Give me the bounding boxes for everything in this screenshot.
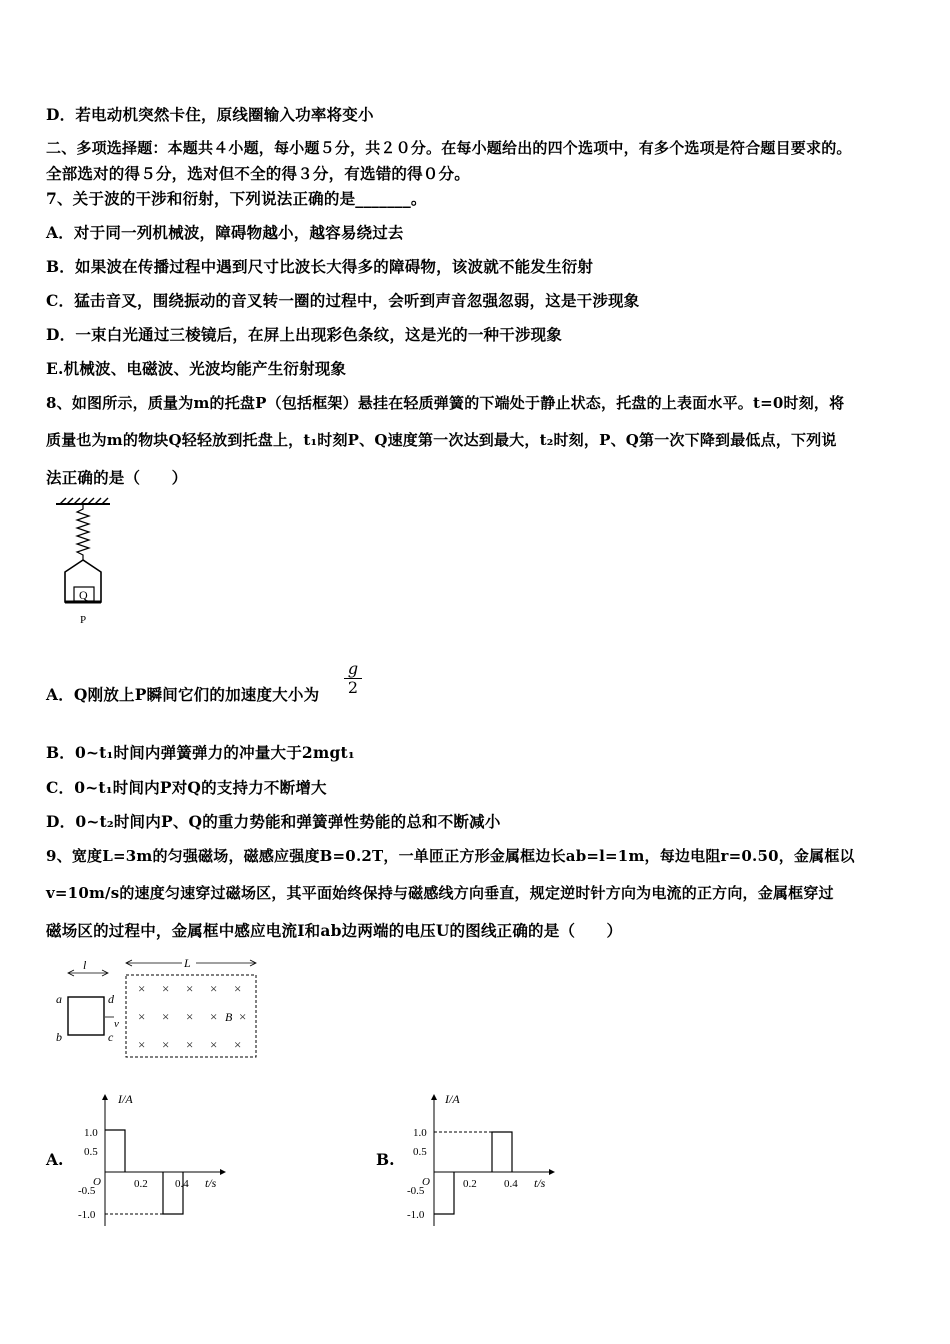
svg-text:×: × xyxy=(162,1009,170,1024)
width-L-label: L xyxy=(184,956,191,970)
graph-b-xtick-1: 0.2 xyxy=(463,1178,477,1190)
corner-d-label: d xyxy=(108,992,114,1006)
question-8-option-a: A．Q刚放上P瞬间它们的加速度大小为 xyxy=(46,685,320,704)
question-7-option-d: D．一束白光通过三棱镜后，在屏上出现彩色条纹，这是光的一种干涉现象 xyxy=(46,325,563,344)
graph-b-xlabel: t/s xyxy=(534,1176,546,1190)
question-8-stem-line3: 法正确的是（ ） xyxy=(46,468,188,487)
graph-a-ytick-4: -1.0 xyxy=(78,1209,96,1221)
tray-p-label: P xyxy=(80,614,87,626)
graph-a-origin: O xyxy=(93,1176,101,1188)
graph-a-ytick-3: -0.5 xyxy=(78,1185,96,1197)
graph-b-ytick-3: -0.5 xyxy=(407,1185,425,1197)
graph-a-ytick-1: 1.0 xyxy=(84,1127,98,1139)
question-9-stem-line2: v=10m/s的速度匀速穿过磁场区，其平面始终保持与磁感线方向垂直，规定逆时针方向为电流的正方向，金属框穿过 xyxy=(46,884,834,902)
graph-b-ylabel: I/A xyxy=(445,1092,460,1106)
fraction-numerator: g xyxy=(344,660,362,679)
graph-a-xlabel: t/s xyxy=(205,1176,217,1190)
graph-a-xtick-2: 0.4 xyxy=(175,1178,189,1190)
graph-b-origin: O xyxy=(422,1176,430,1188)
graph-b-xtick-2: 0.4 xyxy=(504,1178,518,1190)
graph-option-b xyxy=(403,1090,563,1230)
side-l-label: l xyxy=(83,958,87,972)
question-9-stem-line3: 磁场区的过程中，金属框中感应电流I和ab边两端的电压U的图线正确的是（ ） xyxy=(46,921,623,940)
question-9-stem-line1: 9、宽度L=3m的匀强磁场，磁感应强度B=0.2T，一单匝正方形金属框边长ab=l=1m，每边电阻r=0.50，金属框以 xyxy=(46,847,855,865)
svg-text:×: × xyxy=(162,1037,170,1052)
svg-text:×: × xyxy=(138,1009,146,1024)
question-8-option-d: D．0~t₂时间内P、Q的重力势能和弹簧弹性势能的总和不断减小 xyxy=(46,812,501,831)
spring-tray-figure xyxy=(52,496,122,626)
question-8-option-c: C．0~t₁时间内P对Q的支持力不断增大 xyxy=(46,778,327,797)
graph-a-ytick-2: 0.5 xyxy=(84,1146,98,1158)
svg-text:×: × xyxy=(210,1037,218,1052)
svg-text:×: × xyxy=(210,1009,218,1024)
corner-a-label: a xyxy=(56,992,62,1006)
question-7-option-a: A．对于同一列机械波，障碍物越小，越容易绕过去 xyxy=(46,223,404,242)
svg-text:×: × xyxy=(186,981,194,996)
corner-b-label: b xyxy=(56,1030,62,1044)
line-option-d6: D．若电动机突然卡住，原线圈输入功率将变小 xyxy=(46,105,374,124)
graph-a-ylabel: I/A xyxy=(118,1092,133,1106)
graph-a-xtick-1: 0.2 xyxy=(134,1178,148,1190)
question-8-option-b: B．0~t₁时间内弹簧弹力的冲量大于2mgt₁ xyxy=(46,743,355,762)
graph-b-ytick-2: 0.5 xyxy=(413,1146,427,1158)
svg-text:×: × xyxy=(234,981,242,996)
section-2-scoring: 全部选对的得５分，选对但不全的得３分，有选错的得０分。 xyxy=(46,164,470,183)
question-7-option-b: B．如果波在传播过程中遇到尺寸比波长大得多的障碍物，该波就不能发生衍射 xyxy=(46,257,594,276)
section-2-heading: 二、多项选择题：本题共４小题，每小题５分，共２０分。在每小题给出的四个选项中，有多个选项是符合题目要求的。 xyxy=(46,139,852,157)
velocity-v-label: v xyxy=(114,1018,119,1030)
svg-text:×: × xyxy=(239,1009,247,1024)
graph-option-a xyxy=(74,1090,234,1230)
graph-b-ytick-1: 1.0 xyxy=(413,1127,427,1139)
question-7-stem: 7、关于波的干涉和衍射，下列说法正确的是_______。 xyxy=(46,189,427,208)
graph-option-b-label: B. xyxy=(376,1150,395,1169)
graph-option-a-label: A. xyxy=(46,1150,64,1169)
magnetic-field-figure xyxy=(50,955,265,1060)
svg-text:×: × xyxy=(138,1037,146,1052)
svg-text:×: × xyxy=(162,981,170,996)
question-8-stem-line1: 8、如图所示，质量为m的托盘P（包括框架）悬挂在轻质弹簧的下端处于静止状态，托盘的上表面水平。t=0时刻，将 xyxy=(46,394,845,412)
question-7-option-c: C．猛击音叉，围绕振动的音叉转一圈的过程中，会听到声音忽强忽弱，这是干涉现象 xyxy=(46,291,640,310)
corner-c-label: c xyxy=(108,1030,114,1044)
svg-text:×: × xyxy=(234,1037,242,1052)
question-7-option-e: E.机械波、电磁波、光波均能产生衍射现象 xyxy=(46,359,347,378)
fraction-denominator: 2 xyxy=(347,678,359,697)
field-B-label: B xyxy=(225,1010,233,1024)
graph-b-ytick-4: -1.0 xyxy=(407,1209,425,1221)
svg-text:×: × xyxy=(138,981,146,996)
svg-text:×: × xyxy=(186,1009,194,1024)
svg-text:×: × xyxy=(186,1037,194,1052)
question-8-stem-line2: 质量也为m的物块Q轻轻放到托盘上，t₁时刻P、Q速度第一次达到最大，t₂时刻，P、Q第一次下降到最低点，下列说 xyxy=(46,431,837,449)
block-q-label: Q xyxy=(79,588,88,602)
fraction-g-over-2 xyxy=(344,660,362,697)
svg-text:×: × xyxy=(210,981,218,996)
